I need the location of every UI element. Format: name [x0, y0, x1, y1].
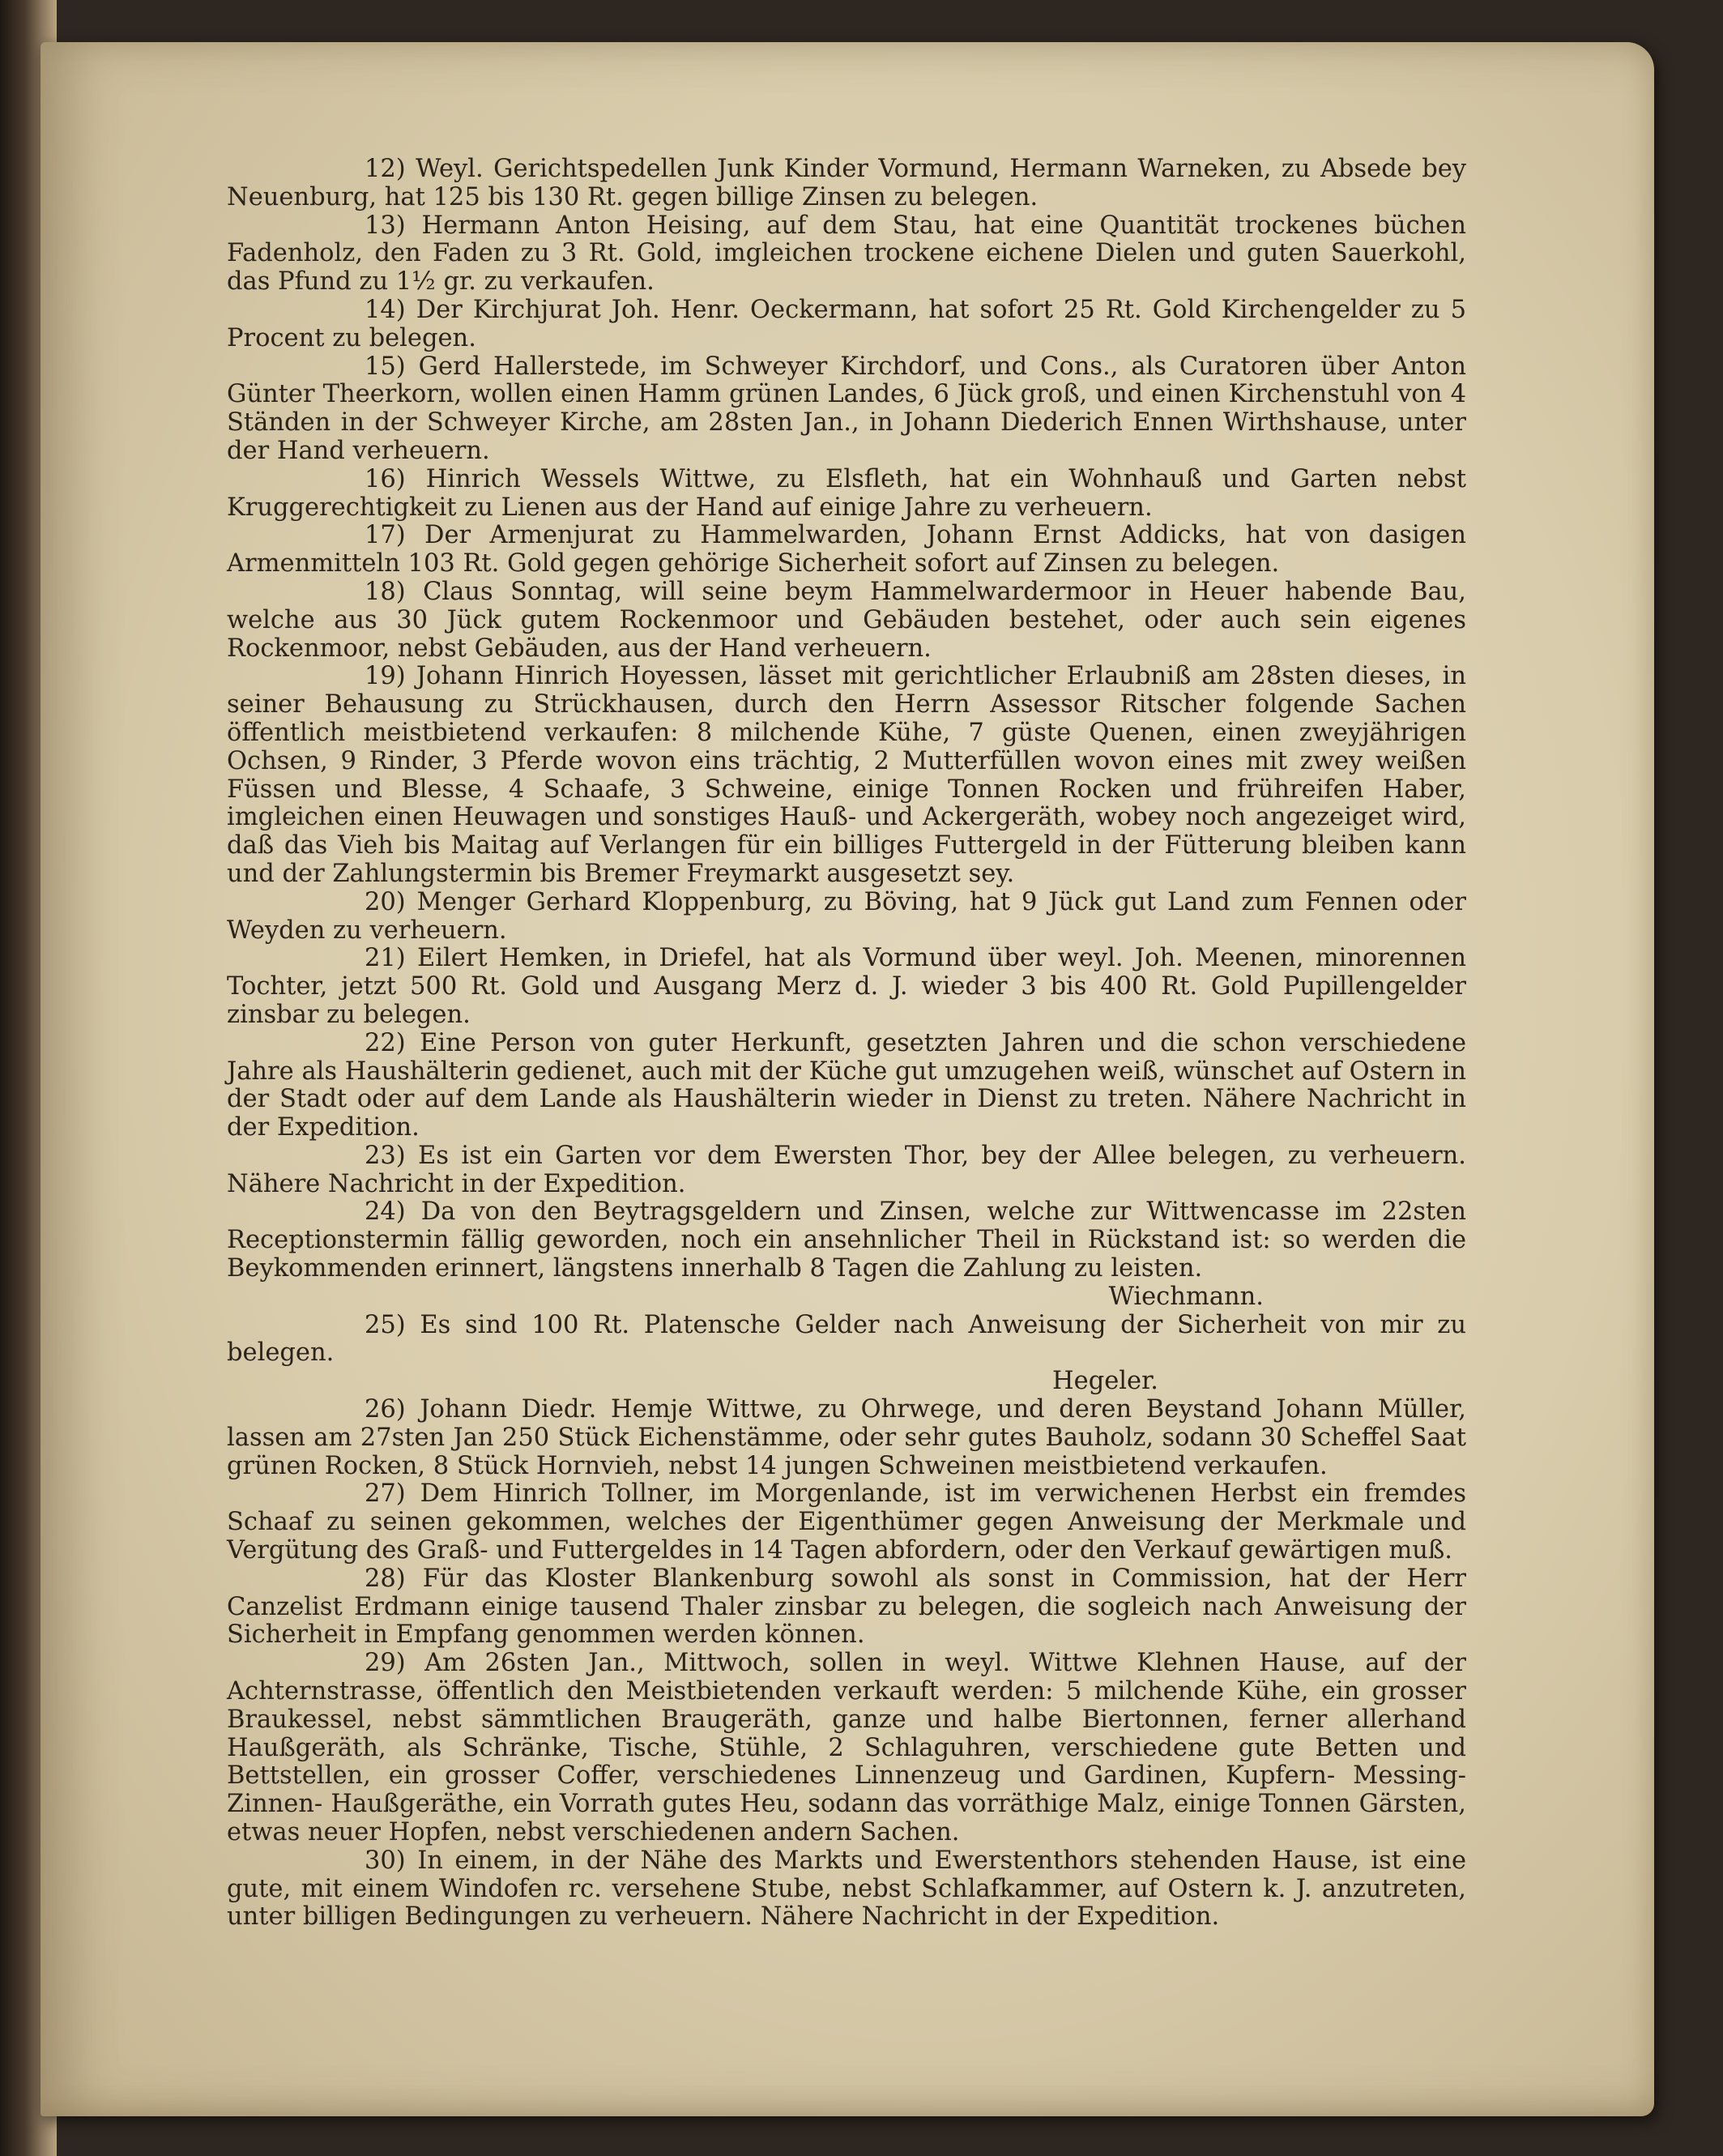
- announcement-13: 13) Hermann Anton Heising, auf dem Stau, hat eine Quantität trockenes büchen Fadenholz, den Faden zu 3 Rt. Gold, imgleichen trockene eichene Dielen und guten Sauerkohl, das Pfund zu 1½ gr. zu verkaufen.: [227, 211, 1466, 297]
- announcement-24: 24) Da von den Beytragsgeldern und Zinsen, welche zur Wittwencasse im 22sten Receptionstermin fällig geworden, noch ein ansehnlicher Theil in Rückstand ist: so werden die Beykommenden erinnert, längstens innerhalb 8 Tagen die Zahlung zu leisten.: [227, 1198, 1466, 1283]
- announcement-25: [227, 1312, 1466, 1396]
- signature-wiechmann: Wiechmann.: [1108, 1282, 1264, 1311]
- announcement-28: 28) Für das Kloster Blankenburg sowohl als sonst in Commission, hat der Herr Canzelist Erdmann einige tausend Thaler zinsbar zu belegen, die sogleich nach Anweisung der Sicherheit in Empfang genommen werden können.: [227, 1564, 1466, 1650]
- announcement-19: 19) Johann Hinrich Hoyessen, lässet mit gerichtlicher Erlaubniß am 28sten dieses, in seiner Behausung zu Strückhausen, durch den Herrn Assessor Ritscher folgende Sachen öffentlich meistbietend verkaufen: 8 milchende Kühe, 7 güste Quenen, einen zweyjährigen Ochsen, 9 Rinder, 3 Pferde wovon eins trächtig, 2 Mutterfüllen wovon eines mit zwey weißen Füssen und Blesse, 4 Schaafe, 3 Schweine, einige Tonnen Rocken und frühreifen Haber, imgleichen einen Heuwagen und sonstiges Hauß- und Ackergeräth, wobey noch angezeiget wird, daß das Vieh bis Maitag auf Verlangen für ein billiges Futtergeld in der Fütterung bleiben kann und der Zahlungstermin bis Bremer Freymarkt ausgesetzt sey.: [227, 662, 1466, 888]
- announcement-18: 18) Claus Sonntag, will seine beym Hammelwardermoor in Heuer habende Bau, welche aus 30 Jück gutem Rockenmoor und Gebäuden bestehet, oder auch sein eigenes Rockenmoor, nebst Gebäuden, aus der Hand verheuern.: [227, 577, 1466, 663]
- announcement-20: 20) Menger Gerhard Kloppenburg, zu Böving, hat 9 Jück gut Land zum Fennen oder Weyden zu verheuern.: [227, 887, 1466, 945]
- announcement-21: 21) Eilert Hemken, in Driefel, hat als Vormund über weyl. Joh. Meenen, minorennen Tochter, jetzt 500 Rt. Gold und Ausgang Merz d. J. wieder 3 bis 400 Rt. Gold Pupillengelder zinsbar zu belegen.: [227, 944, 1466, 1029]
- signature-hegeler: Hegeler.: [1052, 1367, 1158, 1396]
- announcement-23: 23) Es ist ein Garten vor dem Ewersten Thor, bey der Allee belegen, zu verheuern. Nähere Nachricht in der Expedition.: [227, 1141, 1466, 1198]
- announcement-26: 26) Johann Diedr. Hemje Wittwe, zu Ohrwege, und deren Beystand Johann Müller, lassen am 27sten Jan 250 Stück Eichenstämme, oder sehr gutes Bauholz, sodann 30 Scheffel Saat grünen Rocken, 8 Stück Hornvieh, nebst 14 jungen Schweinen meistbietend verkaufen.: [227, 1395, 1466, 1480]
- announcement-27: 27) Dem Hinrich Tollner, im Morgenlande, ist im verwichenen Herbst ein fremdes Schaaf zu seinen gekommen, welches der Eigenthümer gegen Anweisung der Merkmale und Vergütung des Graß- und Futtergeldes in 14 Tagen abfordern, oder den Verkauf gewärtigen muß.: [227, 1479, 1466, 1565]
- announcements-column: [227, 156, 1466, 1932]
- announcement-16: 16) Hinrich Wessels Wittwe, zu Elsfleth, hat ein Wohnhauß und Garten nebst Kruggerechtigkeit zu Lienen aus der Hand auf einige Jahre zu verheuern.: [227, 464, 1466, 522]
- document-page: [41, 42, 1654, 2116]
- announcement-22: 22) Eine Person von guter Herkunft, gesetzten Jahren und die schon verschiedene Jahre als Haushälterin gedienet, auch mit der Küche gut umzugehen weiß, wünschet auf Ostern in der Stadt oder auf dem Lande als Haushälterin wieder in Dienst zu treten. Nähere Nachricht in der Expedition.: [227, 1028, 1466, 1142]
- announcement-15: 15) Gerd Hallerstede, im Schweyer Kirchdorf, und Cons., als Curatoren über Anton Günter Theerkorn, wollen einen Hamm grünen Landes, 6 Jück groß, und einen Kirchenstuhl von 4 Ständen in der Schweyer Kirche, am 28sten Jan., in Johann Diederich Ennen Wirthshause, unter der Hand verheuern.: [227, 352, 1466, 465]
- announcement-30: 30) In einem, in der Nähe des Markts und Ewerstenthors stehenden Hause, ist eine gute, mit einem Windofen rc. versehene Stube, nebst Schlafkammer, auf Ostern k. J. anzutreten, unter billigen Bedingungen zu verheuern. Nähere Nachricht in der Expedition.: [227, 1846, 1466, 1932]
- announcement-17: 17) Der Armenjurat zu Hammelwarden, Johann Ernst Addicks, hat von dasigen Armenmitteln 103 Rt. Gold gegen gehörige Sicherheit sofort auf Zinsen zu belegen.: [227, 521, 1466, 578]
- announcement-14: 14) Der Kirchjurat Joh. Henr. Oeckermann, hat sofort 25 Rt. Gold Kirchengelder zu 5 Procent zu belegen.: [227, 295, 1466, 352]
- announcement-29: 29) Am 26sten Jan., Mittwoch, sollen in weyl. Wittwe Klehnen Hause, auf der Achternstrasse, öffentlich den Meistbietenden verkauft werden: 5 milchende Kühe, ein grosser Braukessel, nebst sämmtlichen Braugeräth, ganze und halbe Biertonnen, ferner allerhand Haußgeräth, als Schränke, Tische, Stühle, 2 Schlaguhren, verschiedene gute Betten und Bettstellen, ein grosser Coffer, verschiedenes Linnenzeug und Gardinen, Kupfern- Messing- Zinnen- Haußgeräthe, ein Vorrath gutes Heu, sodann das vorräthige Malz, einige Tonnen Gärsten, etwas neuer Hopfen, nebst verschiedenen andern Sachen.: [227, 1649, 1466, 1847]
- announcement-12: 12) Weyl. Gerichtspedellen Junk Kinder Vormund, Hermann Warneken, zu Absede bey Neuenburg, hat 125 bis 130 Rt. gegen billige Zinsen zu belegen.: [227, 155, 1466, 211]
- announcement-25-text: 25) Es sind 100 Rt. Platensche Gelder nach Anweisung der Sicherheit von mir zu belegen.: [227, 1310, 1466, 1368]
